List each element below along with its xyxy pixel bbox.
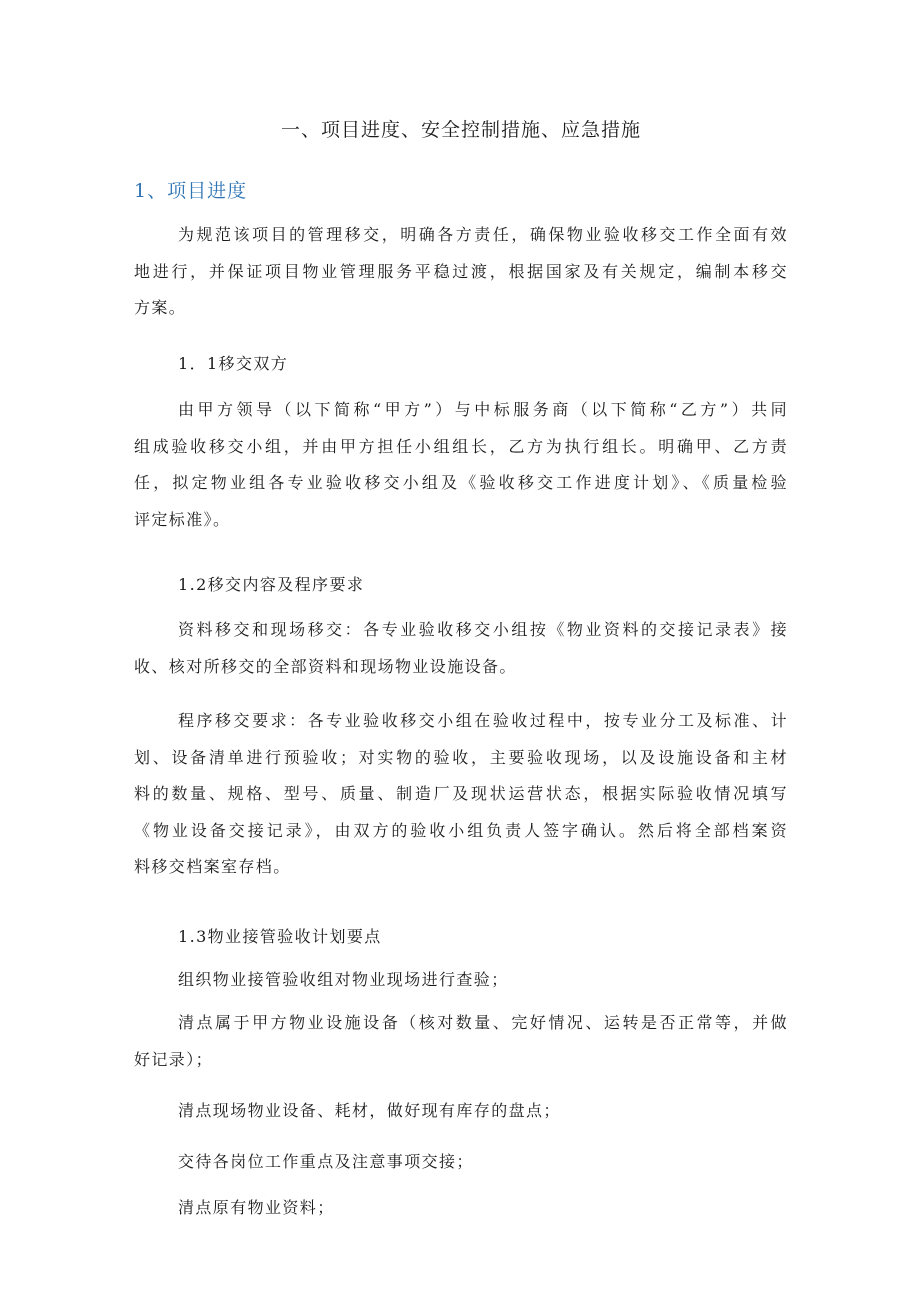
paragraph-line: 为规范该项目的管理移交，明确各方责任，确保物业验收移交工作全面有效 <box>178 225 788 244</box>
plan-item: 组织物业接管验收组对物业现场进行查验； <box>178 970 509 989</box>
paragraph-line: 程序移交要求：各专业验收移交小组在验收过程中，按专业分工及标准、计 <box>178 711 788 730</box>
paragraph-line: 方案。 <box>134 298 187 318</box>
paragraph-line: 料的数量、规格、型号、质量、制造厂及现状运营状态，根据实际验收情况填写 <box>134 784 788 804</box>
paragraph-line: 组成验收移交小组，并由甲方担任小组组长，乙方为执行组长。明确甲、乙方责 <box>134 436 788 456</box>
section-heading: 1、项目进度 <box>134 180 248 202</box>
subsection-heading-1-2: 1.2移交内容及程序要求 <box>178 575 365 594</box>
paragraph-line: 收、核对所移交的全部资料和现场物业设施设备。 <box>134 656 517 676</box>
paragraph-line: 清点属于甲方物业设施设备（核对数量、完好情况、运转是否正常等，并做 <box>178 1013 788 1032</box>
sub1-paragraph <box>134 392 788 538</box>
paragraph-line: 划、设备清单进行预验收；对实物的验收，主要验收现场，以及设施设备和主材 <box>134 747 788 767</box>
paragraph-line: 地进行，并保证项目物业管理服务平稳过渡，根据国家及有关规定，编制本移交 <box>134 261 788 281</box>
paragraph-line: 评定标准》。 <box>134 509 231 529</box>
subsection-heading-1-3: 1.3物业接管验收计划要点 <box>178 927 382 946</box>
paragraph-line: 资料移交和现场移交：各专业验收移交小组按《物业资料的交接记录表》接 <box>178 620 788 639</box>
sub2-paragraph-1 <box>134 612 788 685</box>
plan-item-paragraph <box>134 1005 788 1078</box>
plan-item: 清点现场物业设备、耗材，做好现有库存的盘点； <box>178 1101 561 1120</box>
subsection-heading-1-1: 1．1移交双方 <box>178 354 289 373</box>
document-title: 一、项目进度、安全控制措施、应急措施 <box>280 119 641 141</box>
paragraph-line: 《物业设备交接记录》，由双方的验收小组负责人签字确认。然后将全部档案资 <box>134 820 788 840</box>
intro-paragraph <box>134 217 788 327</box>
plan-item: 交待各岗位工作重点及注意事项交接； <box>178 1152 474 1171</box>
paragraph-line: 料移交档案室存档。 <box>134 857 291 877</box>
paragraph-line: 由甲方领导（以下简称“甲方”）与中标服务商（以下简称“乙方”）共同 <box>178 400 788 419</box>
paragraph-line: 任，拟定物业组各专业验收移交小组及《验收移交工作进度计划》、《质量检验 <box>134 473 788 493</box>
plan-item: 清点原有物业资料； <box>178 1198 335 1217</box>
paragraph-line: 好记录）； <box>134 1049 214 1069</box>
sub2-paragraph-2 <box>134 703 788 886</box>
